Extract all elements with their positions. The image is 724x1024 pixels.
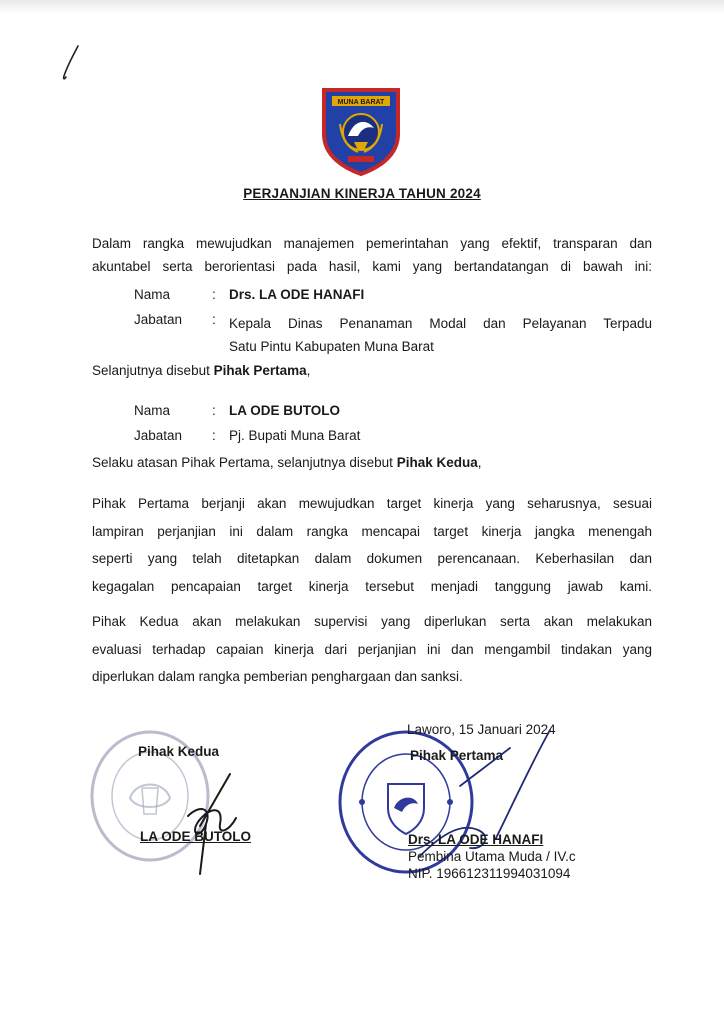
party2-position: Pj. Bupati Muna Barat [229,428,361,443]
paragraph-line: evaluasi terhadap capaian kinerja dari perjanjian ini dan mengambil tindakan yang [92,641,652,657]
right-signature-name: Drs. LA ODE HANAFI [408,832,544,847]
colon: : [212,312,216,327]
party2-name: LA ODE BUTOLO [229,403,340,418]
party2-designation: Selaku atasan Pihak Pertama, selanjutnya disebut Pihak Kedua, [92,455,482,470]
paragraph-line: Pihak Pertama berjanji akan mewujudkan target kinerja yang seharusnya, sesuai [92,496,652,511]
party1-name-row [0,287,724,307]
party1-position-row [0,312,724,358]
right-signature-nip: NIP. 196612311994031094 [408,866,571,881]
name-label: Nama [134,403,171,418]
paragraph-line: diperlukan dalam rangka pemberian penghargaan dan sanksi. [92,669,463,684]
supervision-paragraph [92,608,652,691]
position-label: Jabatan [134,312,183,327]
party1-name: Drs. LA ODE HANAFI [229,287,365,302]
paragraph-line: lampiran perjanjian ini dalam rangka mencapai target kinerja jangka menengah [92,523,652,539]
intro-line: akuntabel serta berorientasi pada hasil, kami yang bertandatangan di bawah ini: [92,259,652,274]
party1-position: Kepala Dinas Penanaman Modal dan Pelayanan Terpadu Satu Pintu Kabupaten Muna Barat [229,316,652,354]
left-signature-role: Pihak Kedua [138,744,220,759]
pen-mark-icon [58,44,82,84]
paragraph-line: kegagalan pencapaian target kinerja tersebut menjadi tanggung jawab kami. [92,578,652,594]
commitment-paragraph [92,490,652,600]
emblem-text: MUNA BARAT [337,99,385,106]
colon: : [212,403,216,418]
party1-designation: Selanjutnya disebut Pihak Pertama, [92,363,311,378]
right-signature-rank: Pembina Utama Muda / IV.c [408,849,576,864]
place-date: Laworo, 15 Januari 2024 [407,722,556,737]
name-label: Nama [134,287,171,302]
position-label: Jabatan [134,428,183,443]
document-title: PERJANJIAN KINERJA TAHUN 2024 [243,186,481,201]
colon: : [212,428,216,443]
muna-barat-emblem-icon [318,84,404,176]
paragraph-line: seperti yang telah ditetapkan dalam dokumen perencanaan. Keberhasilan dan [92,551,652,566]
left-signature-icon [160,764,270,884]
party2-position-row [0,428,724,448]
scan-edge-shade [0,0,724,14]
intro-paragraph [92,232,652,278]
colon: : [212,287,216,302]
right-signature-role: Pihak Pertama [410,748,504,763]
intro-line: Dalam rangka mewujudkan manajemen pemerintahan yang efektif, transparan dan [92,236,652,251]
left-signature-name: LA ODE BUTOLO [140,829,251,844]
party2-name-row [0,403,724,423]
paragraph-line: Pihak Kedua akan melakukan supervisi yang diperlukan serta akan melakukan [92,614,652,629]
